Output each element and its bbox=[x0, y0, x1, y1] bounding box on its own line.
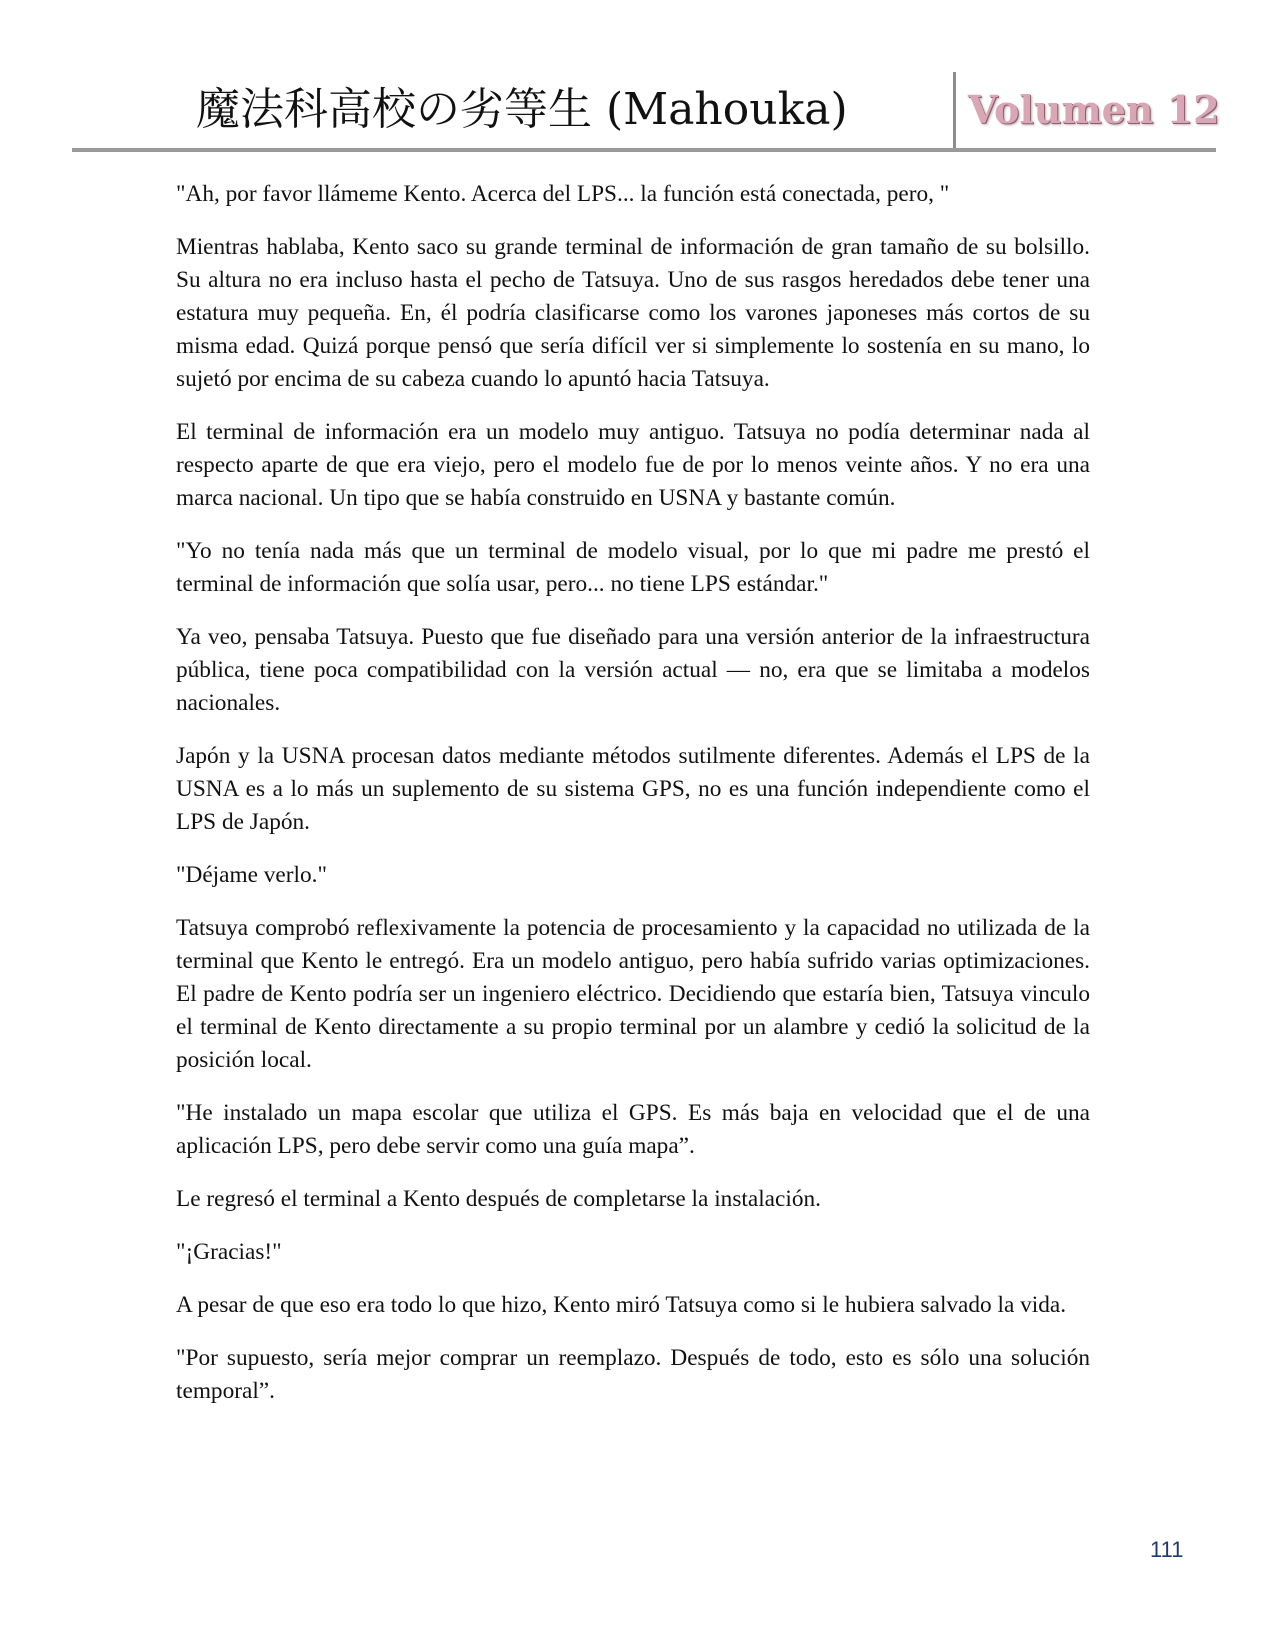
body-text bbox=[176, 178, 1090, 1428]
paragraph: "Por supuesto, sería mejor comprar un reemplazo. Después de todo, esto es sólo una solución temporal”. bbox=[176, 1345, 1090, 1404]
paragraph: El terminal de información era un modelo muy antiguo. Tatsuya no podía determinar nada al respecto aparte de que era viejo, pero el modelo fue de por lo menos veinte años. Y no era una marca nacional. Un tipo que se había construido en USNA y bastante común. bbox=[176, 419, 1090, 511]
header-title: 魔法科高校の劣等生 (Mahouka) bbox=[196, 84, 848, 135]
paragraph: "¡Gracias!" bbox=[176, 1239, 282, 1265]
paragraph: Japón y la USNA procesan datos mediante métodos sutilmente diferentes. Además el LPS de la USNA es a lo más un suplemento de su sistema GPS, no es una función independiente como el LPS de Japón. bbox=[176, 743, 1090, 835]
volume-label: Volumen 12 bbox=[968, 87, 1220, 132]
paragraph: "Yo no tenía nada más que un terminal de modelo visual, por lo que mi padre me prestó el terminal de información que solía usar, pero... no tiene LPS estándar." bbox=[176, 538, 1090, 597]
paragraph: Le regresó el terminal a Kento después de completarse la instalación. bbox=[176, 1186, 821, 1212]
header-divider bbox=[953, 72, 956, 150]
paragraph: A pesar de que eso era todo lo que hizo, Kento miró Tatsuya como si le hubiera salvado la vida. bbox=[176, 1292, 1067, 1318]
paragraph: Mientras hablaba, Kento saco su grande terminal de información de gran tamaño de su bolsillo. Su altura no era incluso hasta el pecho de Tatsuya. Uno de sus rasgos heredados debe tener una estatura muy pequeña. En, él podría clasificarse como los varones japoneses más cortos de su misma edad. Quizá porque pensó que sería difícil ver si simplemente lo sostenía en su mano, lo sujetó por encima de su cabeza cuando lo apuntó hacia Tatsuya. bbox=[176, 234, 1090, 392]
paragraph: Tatsuya comprobó reflexivamente la potencia de procesamiento y la capacidad no utilizada de la terminal que Kento le entregó. Era un modelo antiguo, pero había sufrido varias optimizaciones. El padre de Kento podría ser un ingeniero eléctrico. Decidiendo que estaría bien, Tatsuya vinculo el terminal de Kento directamente a su propio terminal por un alambre y cedió la solicitud de la posición local. bbox=[176, 915, 1090, 1073]
paragraph: "He instalado un mapa escolar que utiliza el GPS. Es más baja en velocidad que el de una aplicación LPS, pero debe servir como una guía mapa”. bbox=[176, 1100, 1090, 1159]
header-rule bbox=[72, 148, 1216, 152]
paragraph: "Ah, por favor llámeme Kento. Acerca del LPS... la función está conectada, pero, " bbox=[176, 181, 950, 207]
page-number: 111 bbox=[1150, 1537, 1184, 1562]
paragraph: Ya veo, pensaba Tatsuya. Puesto que fue diseñado para una versión anterior de la infraestructura pública, tiene poca compatibilidad con la versión actual — no, era que se limitaba a modelos nacionales. bbox=[176, 624, 1090, 716]
paragraph: "Déjame verlo." bbox=[176, 862, 327, 888]
